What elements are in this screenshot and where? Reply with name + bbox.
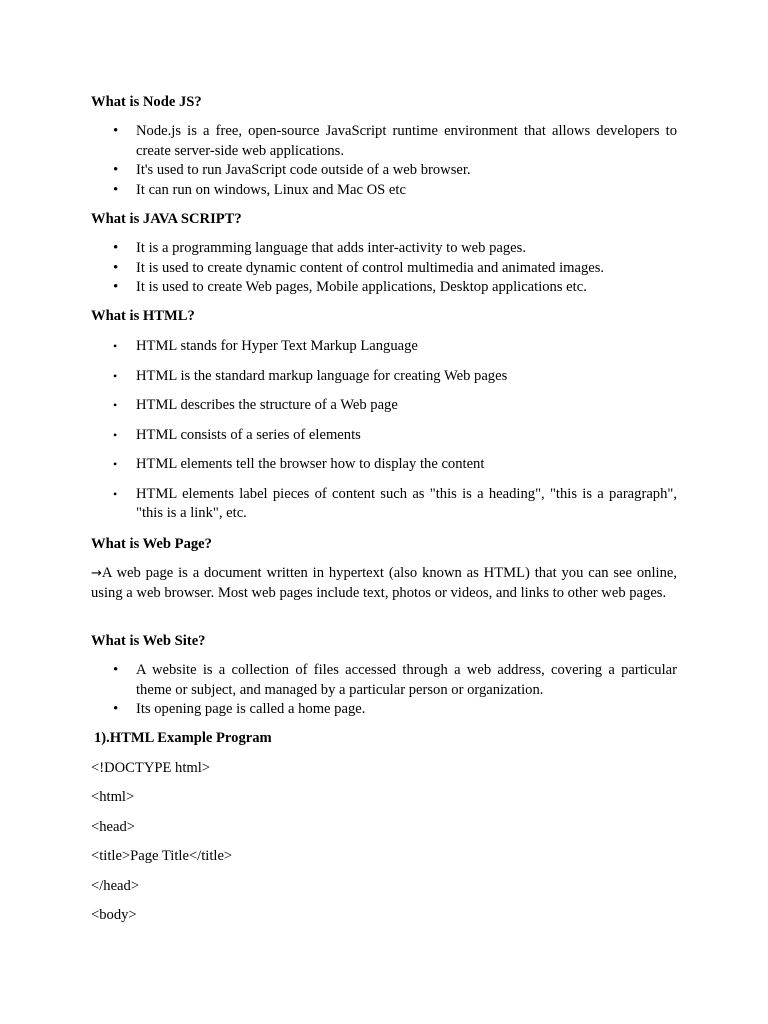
bullet-icon: • — [113, 279, 119, 295]
list-item: • It is a programming language that adds inter-activity to web pages. — [91, 239, 677, 259]
list-item: • A website is a collection of files accessed through a web address, covering a particular theme or subject, and managed by a particular person or organization. — [113, 662, 677, 698]
list-item: • It is used to create dynamic content of control multimedia and animated images. — [91, 259, 677, 279]
bullet-icon: • — [113, 240, 119, 256]
list-item: • HTML stands for Hyper Text Markup Language — [91, 337, 677, 357]
bullet-icon: • — [113, 181, 119, 198]
list-javascript — [91, 239, 677, 298]
heading-javascript: What is JAVA SCRIPT? — [91, 211, 242, 227]
bullet-icon: • — [113, 662, 119, 678]
list-item: • It is used to create Web pages, Mobile applications, Desktop applications etc. — [91, 278, 677, 298]
code-line: <title>Page Title</title> — [91, 848, 233, 864]
bullet-icon: • — [113, 701, 119, 717]
heading-nodejs: What is Node JS? — [91, 94, 202, 110]
code-line: </head> — [91, 878, 140, 894]
list-item: • HTML describes the structure of a Web page — [91, 396, 677, 416]
heading-example: 1).HTML Example Program — [94, 730, 272, 746]
code-line: <body> — [91, 907, 137, 923]
list-item: • It's used to run JavaScript code outside of a web browser. — [91, 161, 677, 181]
list-item: • Node.js is a free, open-source JavaScript runtime environment that allows developers to create server-side web applications. — [113, 123, 677, 159]
heading-website: What is Web Site? — [91, 633, 206, 649]
list-nodejs — [91, 122, 677, 200]
list-website — [91, 661, 677, 720]
list-item: • HTML elements label pieces of content such as "this is a heading", "this is a paragraph", "this is a link", etc. — [113, 485, 677, 521]
list-item: • HTML elements tell the browser how to display the content — [91, 455, 677, 475]
bullet-icon: • — [113, 339, 118, 353]
list-html — [91, 337, 677, 534]
arrow-right-icon: → — [91, 566, 102, 581]
bullet-icon: • — [113, 368, 118, 383]
bullet-icon: • — [113, 486, 118, 501]
bullet-icon: • — [113, 123, 119, 139]
webpage-paragraph: →A web page is a document written in hypertext (also known as HTML) that you can see online, using a web browser. Most web pages include text, photos or videos, and links to other web pages. — [91, 565, 677, 601]
list-item: • It can run on windows, Linux and Mac OS etc — [91, 181, 677, 201]
code-line: <head> — [91, 819, 136, 835]
code-line: <html> — [91, 789, 135, 805]
list-item: • HTML consists of a series of elements — [91, 426, 677, 446]
bullet-icon: • — [113, 457, 118, 471]
list-item: • Its opening page is called a home page. — [91, 700, 677, 720]
heading-html: What is HTML? — [91, 308, 195, 324]
code-line: <!DOCTYPE html> — [91, 760, 211, 776]
bullet-icon: • — [113, 427, 118, 442]
heading-webpage: What is Web Page? — [91, 536, 212, 552]
bullet-icon: • — [113, 259, 119, 276]
bullet-icon: • — [113, 398, 118, 412]
list-item: • HTML is the standard markup language for creating Web pages — [91, 367, 677, 387]
bullet-icon: • — [113, 162, 119, 178]
